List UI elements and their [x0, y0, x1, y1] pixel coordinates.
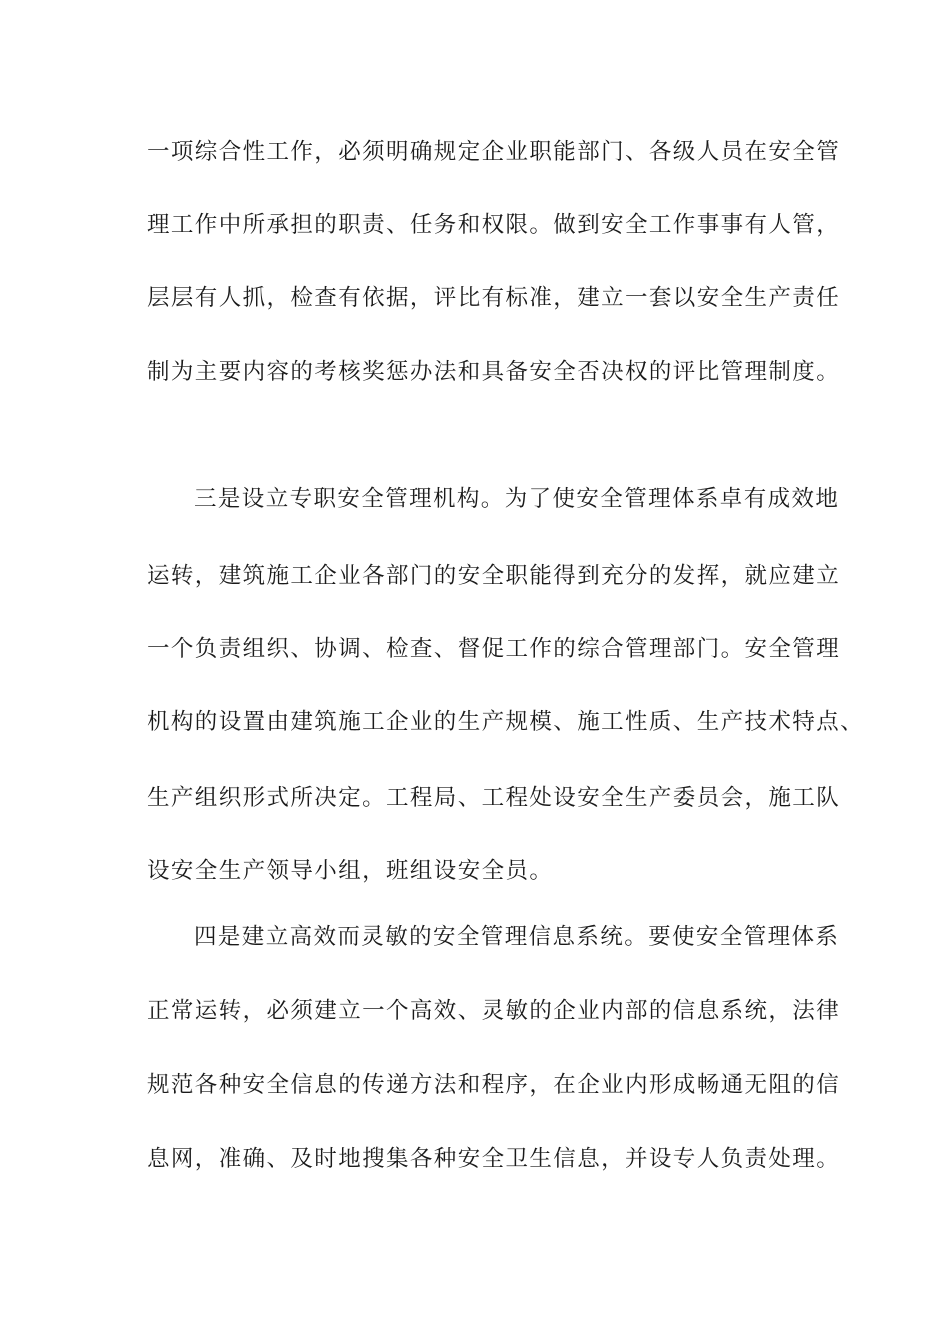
paragraph-3-line-3: 规范各种安全信息的传递方法和程序，在企业内形成畅通无阻的信	[147, 1072, 841, 1098]
paragraph-2-line-1: 三是设立专职安全管理机构。为了使安全管理体系卓有成效地	[194, 486, 840, 512]
paragraph-2-line-4: 机构的设置由建筑施工企业的生产规模、施工性质、生产技术特点、	[147, 709, 865, 735]
paragraph-1-line-1: 一项综合性工作，必须明确规定企业职能部门、各级人员在安全管	[147, 139, 841, 165]
paragraph-1-line-2: 理工作中所承担的职责、任务和权限。做到安全工作事事有人管，	[147, 212, 841, 238]
paragraph-3-line-2: 正常运转，必须建立一个高效、灵敏的企业内部的信息系统，法律	[147, 998, 841, 1024]
paragraph-2-line-6: 设安全生产领导小组，班组设安全员。	[147, 858, 554, 884]
paragraph-1-line-4: 制为主要内容的考核奖惩办法和具备安全否决权的评比管理制度。	[147, 359, 841, 385]
paragraph-3-line-4: 息网，准确、及时地搜集各种安全卫生信息，并设专人负责处理。	[147, 1146, 841, 1172]
paragraph-2-line-2: 运转，建筑施工企业各部门的安全职能得到充分的发挥，就应建立	[147, 563, 841, 589]
paragraph-3-line-1: 四是建立高效而灵敏的安全管理信息系统。要使安全管理体系	[194, 924, 840, 950]
paragraph-2-line-5: 生产组织形式所决定。工程局、工程处设安全生产委员会，施工队	[147, 785, 841, 811]
paragraph-1-line-3: 层层有人抓，检查有依据，评比有标准，建立一套以安全生产责任	[147, 285, 841, 311]
paragraph-2-line-3: 一个负责组织、协调、检查、督促工作的综合管理部门。安全管理	[147, 636, 841, 662]
